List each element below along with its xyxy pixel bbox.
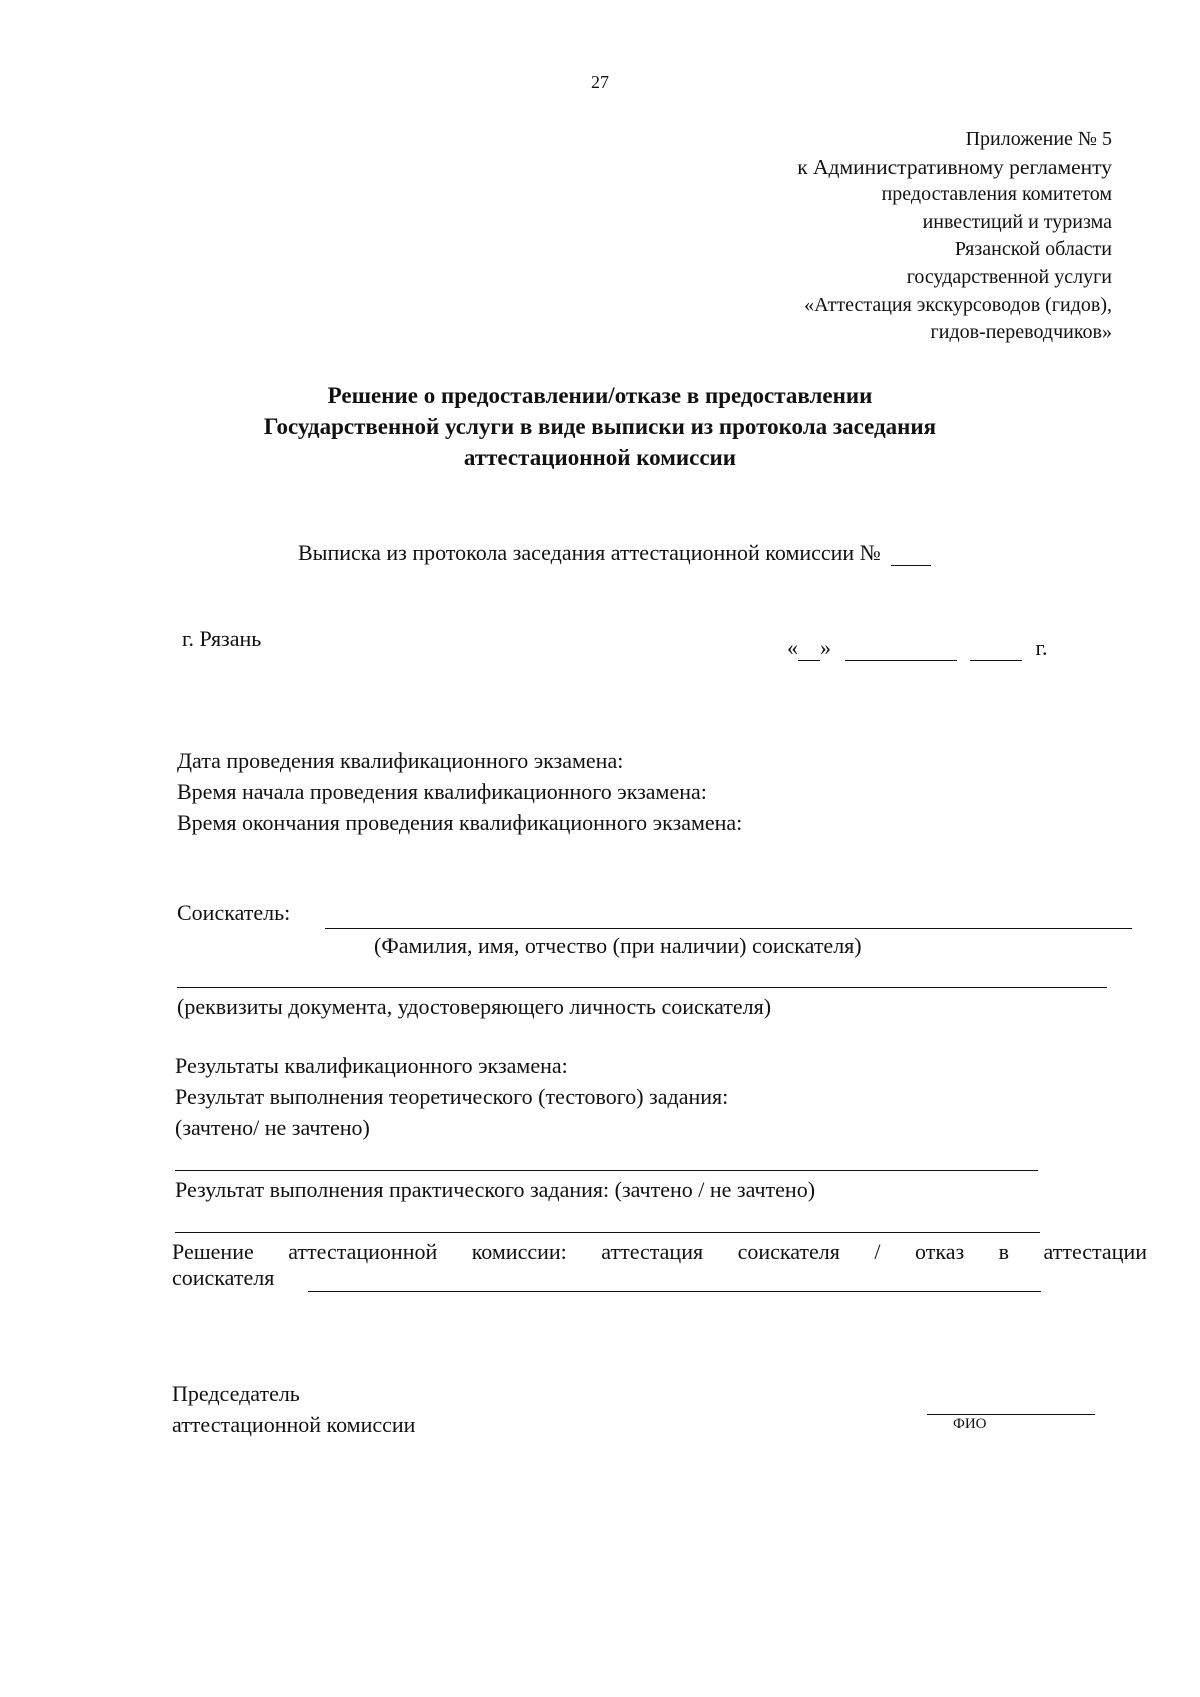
theory-result-label: Результат выполнения теоретического (тестового) задания: (175, 1084, 729, 1109)
results-block (175, 1050, 728, 1143)
date-close-quote: » (820, 635, 831, 660)
appendix-line: Приложение № 5 (965, 128, 1112, 150)
year-suffix: г. (1035, 635, 1048, 660)
decision-line-2: соискателя (172, 1265, 275, 1290)
exam-date-label: Дата проведения квалификационного экзамена: (177, 748, 624, 773)
year-blank (970, 640, 1022, 661)
document-title-line: Государственной услуги в виде выписки из протокола заседания (263, 414, 937, 439)
results-heading: Результаты квалификационного экзамена: (175, 1053, 568, 1078)
applicant-id-line (177, 987, 1107, 988)
protocol-title (298, 540, 931, 566)
document-title (0, 380, 1200, 473)
exam-details (177, 745, 742, 838)
exam-start-label: Время начала проведения квалификационного экзамена: (177, 779, 707, 804)
date-open-quote: « (787, 635, 798, 660)
applicant-name-caption: (Фамилия, имя, отчество (при наличии) соискателя) (374, 933, 862, 958)
theory-result-options: (зачтено/ не зачтено) (175, 1115, 370, 1140)
practice-result-line (175, 1232, 1040, 1233)
appendix-line: предоставления комитетом (881, 183, 1112, 206)
applicant-name-line (325, 928, 1132, 929)
decision-line-1: Решение аттестационной комиссии: аттестация соискателя / отказ в аттестации (172, 1239, 1147, 1264)
fio-caption: ФИО (953, 1416, 987, 1432)
applicant-id-caption: (реквизиты документа, удостоверяющего личность соискателя) (177, 994, 772, 1019)
applicant-label: Соискатель: (177, 900, 291, 925)
appendix-line: государственной услуги (906, 265, 1112, 288)
protocol-title-text: Выписка из протокола заседания аттестационной комиссии № (298, 540, 881, 565)
chairman-block (172, 1378, 415, 1440)
document-title-line: аттестационной комиссии (463, 445, 737, 470)
day-blank (798, 640, 820, 661)
chairman-role-line-2: аттестационной комиссии (172, 1412, 416, 1437)
decision-line (308, 1291, 1041, 1292)
appendix-line: «Аттестация экскурсоводов (гидов), (804, 293, 1112, 316)
document-title-line: Решение о предоставлении/отказе в предоставлении (327, 383, 873, 408)
city: г. Рязань (182, 626, 262, 651)
appendix-line: Рязанской области (954, 238, 1112, 261)
appendix-line: к Административному регламенту (797, 154, 1112, 179)
exam-end-label: Время окончания проведения квалификационного экзамена: (177, 810, 743, 835)
appendix-block (797, 126, 1112, 347)
appendix-line: гидов-переводчиков» (930, 321, 1112, 344)
theory-result-line (175, 1170, 1038, 1171)
protocol-number-blank (891, 543, 931, 566)
date-line (787, 635, 1048, 661)
appendix-line: инвестиций и туризма (922, 210, 1112, 233)
month-blank (845, 640, 957, 661)
chairman-role-line-1: Председатель (172, 1381, 300, 1406)
page-number: 27 (591, 72, 609, 92)
signature-line (927, 1414, 1095, 1415)
practice-result-label: Результат выполнения практического задания: (зачтено / не зачтено) (175, 1177, 816, 1202)
